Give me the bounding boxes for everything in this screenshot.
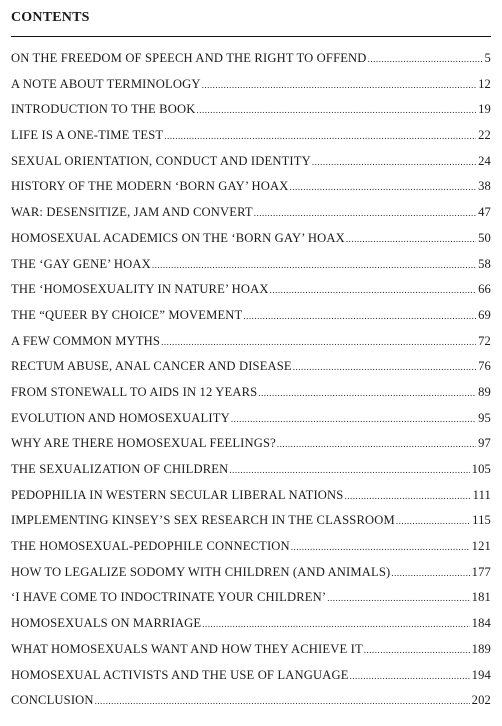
toc-entry[interactable] xyxy=(11,411,491,437)
dot-leader xyxy=(164,131,476,141)
dot-leader xyxy=(229,465,469,475)
toc-entry[interactable] xyxy=(11,488,491,514)
toc-entry-page-number: 115 xyxy=(472,513,491,528)
dot-leader xyxy=(312,157,476,167)
toc-entry-title: CONCLUSION xyxy=(11,693,94,708)
toc-entry-page-number: 121 xyxy=(471,539,491,554)
toc-entry-title: THE “QUEER BY CHOICE” MOVEMENT xyxy=(11,307,243,322)
dot-leader xyxy=(277,439,476,449)
toc-entry-page-number: 19 xyxy=(478,102,491,117)
dot-leader xyxy=(291,542,470,552)
toc-entry-title: INTRODUCTION TO THE BOOK xyxy=(11,102,196,117)
toc-entry[interactable] xyxy=(11,436,491,462)
page-title: CONTENTS xyxy=(11,10,90,25)
toc-entry-page-number: 22 xyxy=(478,128,491,143)
dot-leader xyxy=(350,671,470,681)
toc-entry[interactable] xyxy=(11,385,491,411)
toc-entry[interactable] xyxy=(11,668,491,694)
toc-entry-page-number: 95 xyxy=(478,410,491,425)
toc-entry-page-number: 50 xyxy=(478,230,491,245)
toc-entry-page-number: 24 xyxy=(478,153,491,168)
toc-entry-title: PEDOPHILIA IN WESTERN SECULAR LIBERAL NATIONS xyxy=(11,487,344,502)
toc-entry[interactable] xyxy=(11,565,491,591)
toc-entry[interactable] xyxy=(11,513,491,539)
toc-entry-title: HOMOSEXUAL ACTIVISTS AND THE USE OF LANGUAGE xyxy=(11,667,349,682)
dot-leader xyxy=(152,260,476,270)
toc-entry-title: HOMOSEXUALS ON MARRIAGE xyxy=(11,616,202,631)
toc-entry[interactable] xyxy=(11,590,491,616)
dot-leader xyxy=(196,105,476,115)
dot-leader xyxy=(231,414,476,424)
toc-entry[interactable] xyxy=(11,128,491,154)
toc-entry-title: EVOLUTION AND HOMOSEXUALITY xyxy=(11,410,230,425)
dot-leader xyxy=(391,568,469,578)
toc-entry-page-number: 194 xyxy=(471,667,491,682)
dot-leader xyxy=(161,337,476,347)
toc-entry-page-number: 111 xyxy=(472,487,491,502)
toc-entry-title: ON THE FREEDOM OF SPEECH AND THE RIGHT TO OFFEND xyxy=(11,51,367,65)
toc-entry[interactable] xyxy=(11,257,491,283)
toc-entry[interactable] xyxy=(11,205,491,231)
toc-entry-title: WHAT HOMOSEXUALS WANT AND HOW THEY ACHIEVE IT xyxy=(11,641,363,656)
dot-leader xyxy=(293,362,476,372)
toc-entry-title: THE HOMOSEXUAL-PEDOPHILE CONNECTION xyxy=(11,539,290,554)
toc-entry[interactable] xyxy=(11,154,491,180)
toc-entry-title: A FEW COMMON MYTHS xyxy=(11,333,161,348)
toc-entry-title: A NOTE ABOUT TERMINOLOGY xyxy=(11,76,201,91)
dot-leader xyxy=(202,619,469,629)
toc-entry-page-number: 89 xyxy=(478,384,491,399)
toc-entry-title: THE SEXUALIZATION OF CHILDREN xyxy=(11,462,229,476)
toc-entry-page-number: 97 xyxy=(478,436,491,451)
toc-entry-title: RECTUM ABUSE, ANAL CANCER AND DISEASE xyxy=(11,359,292,374)
toc-entry-title: THE ‘GAY GENE’ HOAX xyxy=(11,256,151,271)
dot-leader xyxy=(344,491,470,501)
toc-entry-page-number: 38 xyxy=(478,179,491,194)
toc-entry-page-number: 5 xyxy=(484,51,491,65)
toc-entry-title: HOMOSEXUAL ACADEMICS ON THE ‘BORN GAY’ HOAX xyxy=(11,230,345,245)
toc-entry[interactable] xyxy=(11,642,491,668)
toc-entry-page-number: 181 xyxy=(471,590,491,605)
toc-entry-page-number: 177 xyxy=(471,564,491,579)
toc-entry[interactable] xyxy=(11,359,491,385)
title-divider xyxy=(11,36,491,37)
toc-entry[interactable] xyxy=(11,616,491,642)
toc-entry-page-number: 189 xyxy=(471,641,491,656)
toc-entry-title: HOW TO LEGALIZE SODOMY WITH CHILDREN (AND ANIMALS) xyxy=(11,564,391,579)
toc-entry-title: IMPLEMENTING KINSEY’S SEX RESEARCH IN THE CLASSROOM xyxy=(11,513,395,528)
dot-leader xyxy=(258,388,476,398)
dot-leader xyxy=(95,696,470,706)
dot-leader xyxy=(368,54,483,64)
toc-entry-page-number: 105 xyxy=(471,462,491,476)
dot-leader xyxy=(346,234,476,244)
toc-entry[interactable] xyxy=(11,308,491,334)
toc-entry[interactable] xyxy=(11,231,491,257)
toc-entry[interactable] xyxy=(11,51,491,77)
toc-entry-page-number: 72 xyxy=(478,333,491,348)
toc-entry-title: FROM STONEWALL TO AIDS IN 12 YEARS xyxy=(11,384,258,399)
toc-entry-page-number: 66 xyxy=(478,282,491,297)
toc-entry-page-number: 58 xyxy=(478,256,491,271)
dot-leader xyxy=(243,311,476,321)
toc-entry-page-number: 12 xyxy=(478,76,491,91)
toc-entry[interactable] xyxy=(11,179,491,205)
toc-entry-title: ‘I HAVE COME TO INDOCTRINATE YOUR CHILDREN’ xyxy=(11,590,327,605)
toc-entry[interactable] xyxy=(11,77,491,103)
dot-leader xyxy=(327,593,469,603)
toc-entry[interactable] xyxy=(11,102,491,128)
toc-entry-title: LIFE IS A ONE-TIME TEST xyxy=(11,128,164,143)
dot-leader xyxy=(202,80,477,90)
toc-entry-page-number: 69 xyxy=(478,307,491,322)
dot-leader xyxy=(364,645,470,655)
dot-leader xyxy=(290,182,477,192)
toc-entry-page-number: 47 xyxy=(478,205,491,220)
toc-entry[interactable] xyxy=(11,462,491,488)
table-of-contents xyxy=(11,51,491,719)
toc-entry-page-number: 76 xyxy=(478,359,491,374)
dot-leader xyxy=(270,285,476,295)
toc-entry[interactable] xyxy=(11,282,491,308)
toc-entry-title: SEXUAL ORIENTATION, CONDUCT AND IDENTITY xyxy=(11,153,311,168)
dot-leader xyxy=(254,208,476,218)
dot-leader xyxy=(396,516,470,526)
toc-entry[interactable] xyxy=(11,334,491,360)
toc-entry-title: THE ‘HOMOSEXUALITY IN NATURE’ HOAX xyxy=(11,282,269,297)
toc-entry-page-number: 184 xyxy=(471,616,491,631)
toc-entry-page-number: 202 xyxy=(471,693,491,708)
toc-entry[interactable] xyxy=(11,539,491,565)
toc-entry-title: WAR: DESENSITIZE, JAM AND CONVERT xyxy=(11,205,253,220)
toc-entry-title: WHY ARE THERE HOMOSEXUAL FEELINGS? xyxy=(11,436,276,451)
toc-entry-title: HISTORY OF THE MODERN ‘BORN GAY’ HOAX xyxy=(11,179,289,194)
toc-entry[interactable] xyxy=(11,693,491,719)
